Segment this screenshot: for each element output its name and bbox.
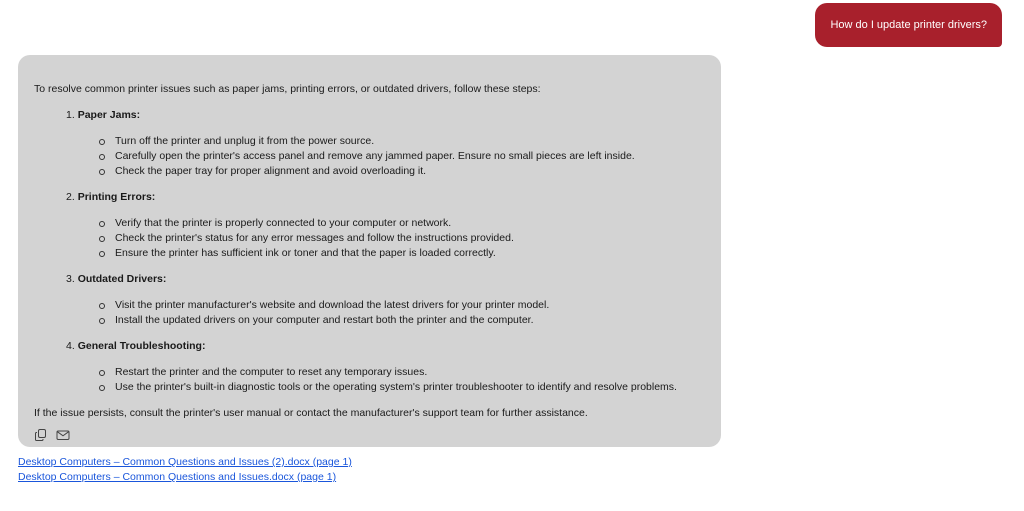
bot-intro-text: To resolve common printer issues such as paper jams, printing errors, or outdated drivers, follow these steps: (34, 83, 541, 95)
step-number: 4. (66, 340, 75, 352)
source-link[interactable]: Desktop Computers – Common Questions and Issues.docx (page 1) (18, 471, 337, 483)
message-actions (34, 428, 70, 442)
step-bullet: Ensure the printer has sufficient ink or toner and that the paper is loaded correctly. (98, 246, 721, 261)
step-number: 2. (66, 191, 75, 203)
source-links (18, 455, 352, 485)
step-bullet: Carefully open the printer's access panel and remove any jammed paper. Ensure no small pieces are left inside. (98, 149, 721, 164)
step-title: Printing Errors: (77, 191, 156, 203)
step-bullet: Visit the printer manufacturer's website and download the latest drivers for your printer model. (98, 298, 721, 313)
step-bullet: Install the updated drivers on your computer and restart both the printer and the computer. (98, 313, 721, 328)
step-title: General Troubleshooting: (77, 340, 206, 352)
step-title: Outdated Drivers: (77, 273, 167, 285)
step-bullet: Check the paper tray for proper alignment and avoid overloading it. (98, 164, 721, 179)
step-number: 1. (66, 109, 75, 121)
step-sublist (66, 216, 721, 261)
step-title: Paper Jams: (77, 109, 141, 121)
step-bullet: Check the printer's status for any error messages and follow the instructions provided. (98, 231, 721, 246)
source-link[interactable]: Desktop Computers – Common Questions and Issues (2).docx (page 1) (18, 456, 352, 468)
step-item (66, 272, 721, 328)
step-bullet: Verify that the printer is properly connected to your computer or network. (98, 216, 721, 231)
mail-icon[interactable] (56, 428, 70, 442)
step-bullet: Restart the printer and the computer to reset any temporary issues. (98, 365, 721, 380)
step-item (66, 108, 721, 179)
step-heading (66, 108, 721, 123)
user-message-text: How do I update printer drivers? (830, 19, 987, 31)
step-item (66, 339, 721, 395)
step-bullet: Use the printer's built-in diagnostic tools or the operating system's printer troubleshooter to identify and resolve problems. (98, 380, 721, 395)
steps-list (34, 108, 721, 395)
step-heading (66, 190, 721, 205)
step-heading (66, 272, 721, 287)
step-sublist (66, 365, 721, 395)
step-item (66, 190, 721, 261)
copy-icon[interactable] (34, 428, 48, 442)
bot-outro-text: If the issue persists, consult the printer's user manual or contact the manufacturer's support team for further assistance. (34, 407, 588, 419)
step-sublist (66, 134, 721, 179)
step-number: 3. (66, 273, 75, 285)
step-bullet: Turn off the printer and unplug it from the power source. (98, 134, 721, 149)
bot-message-bubble (18, 55, 721, 447)
step-heading (66, 339, 721, 354)
user-message-bubble (815, 3, 1002, 47)
step-sublist (66, 298, 721, 328)
